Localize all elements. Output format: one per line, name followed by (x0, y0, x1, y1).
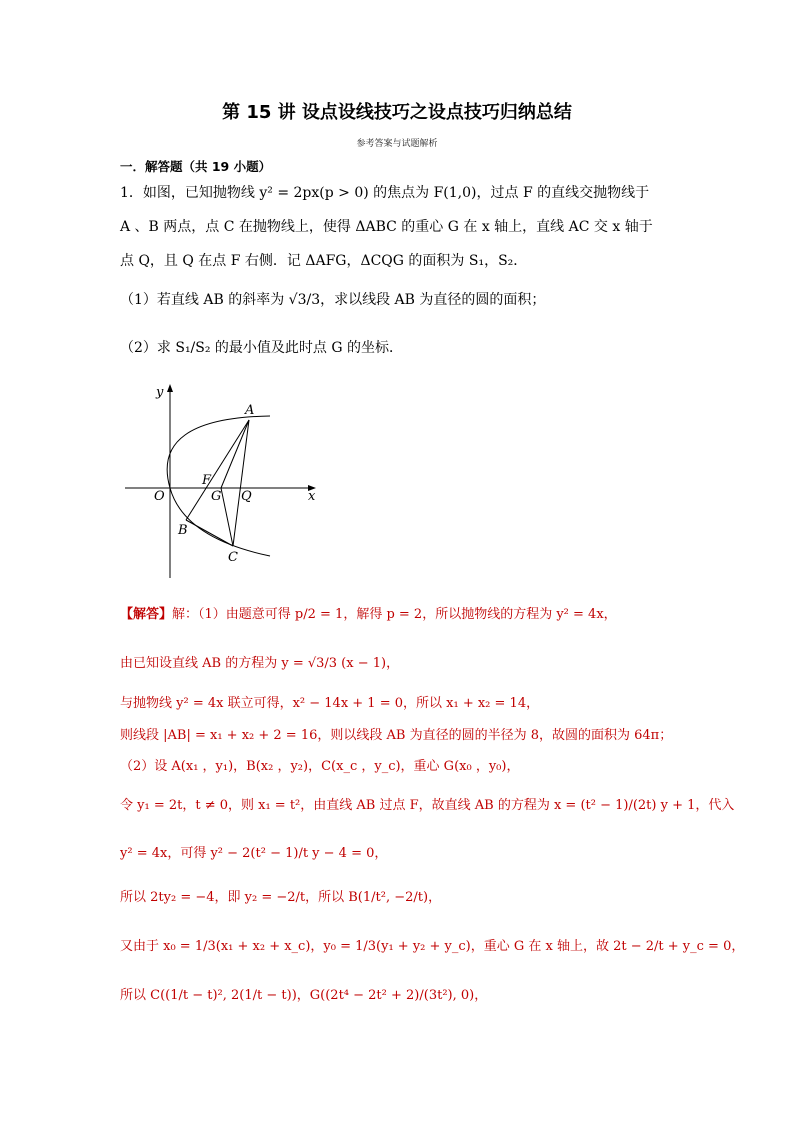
label-B: B (178, 523, 188, 538)
answer-line-8: 所以 2ty₂ = −4，即 y₂ = −2/t，所以 B(1/t², −2/t)， (120, 890, 442, 905)
label-G: G (211, 489, 222, 504)
line-GC (221, 488, 233, 546)
parabola-figure (120, 378, 330, 583)
problem-part-2: （2）求 S₁/S₂ 的最小值及此时点 G 的坐标． (120, 340, 404, 356)
label-Q: Q (241, 489, 252, 504)
label-x: x (308, 489, 316, 504)
answer-line-7: y² = 4x，可得 y² − 2(t² − 1)/t y − 4 = 0， (120, 846, 388, 861)
answer-line-4: 则线段 |AB| = x₁ + x₂ + 2 = 16，则以线段 AB 为直径的圆的半径为 8，故圆的面积为 64π； (120, 728, 673, 743)
problem-line-3: 点 Q，且 Q 在点 F 右侧．记 ΔAFG，ΔCQG 的面积为 S₁，S₂． (120, 253, 528, 269)
answer-line-10: 所以 C((1/t − t)², 2(1/t − t))，G((2t⁴ − 2t² + 2)/(3t²), 0)， (120, 988, 488, 1003)
label-C: C (228, 550, 238, 565)
label-O: O (154, 489, 165, 504)
y-axis-arrow (167, 384, 173, 392)
label-y: y (156, 385, 164, 400)
answer-line-6: 令 y₁ = 2t，t ≠ 0，则 x₁ = t²，由直线 AB 过点 F，故直线 AB 的方程为 x = (t² − 1)/(2t) y + 1，代入 (120, 798, 735, 813)
problem-line-2: A 、B 两点，点 C 在抛物线上，使得 ΔABC 的重心 G 在 x 轴上，直线 AC 交 x 轴于 (120, 219, 653, 235)
label-F: F (202, 473, 212, 488)
answer-line-9: 又由于 x₀ = 1/3(x₁ + x₂ + x_c)，y₀ = 1/3(y₁ + y₂ + y_c)，重心 G 在 x 轴上，故 2t − 2/t + y_c = 0， (120, 939, 745, 954)
section-heading: 一．解答题（共 19 小题） (120, 159, 272, 174)
problem-part-1: （1）若直线 AB 的斜率为 √3/3，求以线段 AB 为直径的圆的面积； (120, 292, 546, 308)
page-title: 第 15 讲 设点设线技巧之设点技巧归纳总结 (222, 102, 572, 123)
answer-line-1-text: 解：（1）由题意可得 p/2 = 1，解得 p = 2，所以抛物线的方程为 y² = 4x， (172, 607, 617, 622)
page-subtitle: 参考答案与试题解析 (356, 139, 438, 149)
line-AB (186, 420, 249, 520)
line-BC (186, 520, 233, 546)
answer-tag: 【解答】 (120, 607, 173, 622)
label-A: A (245, 403, 255, 418)
answer-line-3: 与抛物线 y² = 4x 联立可得，x² − 14x + 1 = 0，所以 x₁ + x₂ = 14， (120, 696, 540, 711)
answer-line-2: 由已知设直线 AB 的方程为 y = √3/3 (x − 1)， (120, 656, 400, 671)
answer-line-5: （2）设 A(x₁ ，y₁)，B(x₂ ，y₂)，C(x_c ，y_c)，重心 G(x₀ ，y₀)， (120, 759, 520, 774)
answer-line-1 (120, 603, 617, 622)
problem-line-1: 1．如图，已知抛物线 y² = 2px(p > 0) 的焦点为 F(1,0)，过点 F 的直线交抛物线于 (120, 185, 650, 201)
